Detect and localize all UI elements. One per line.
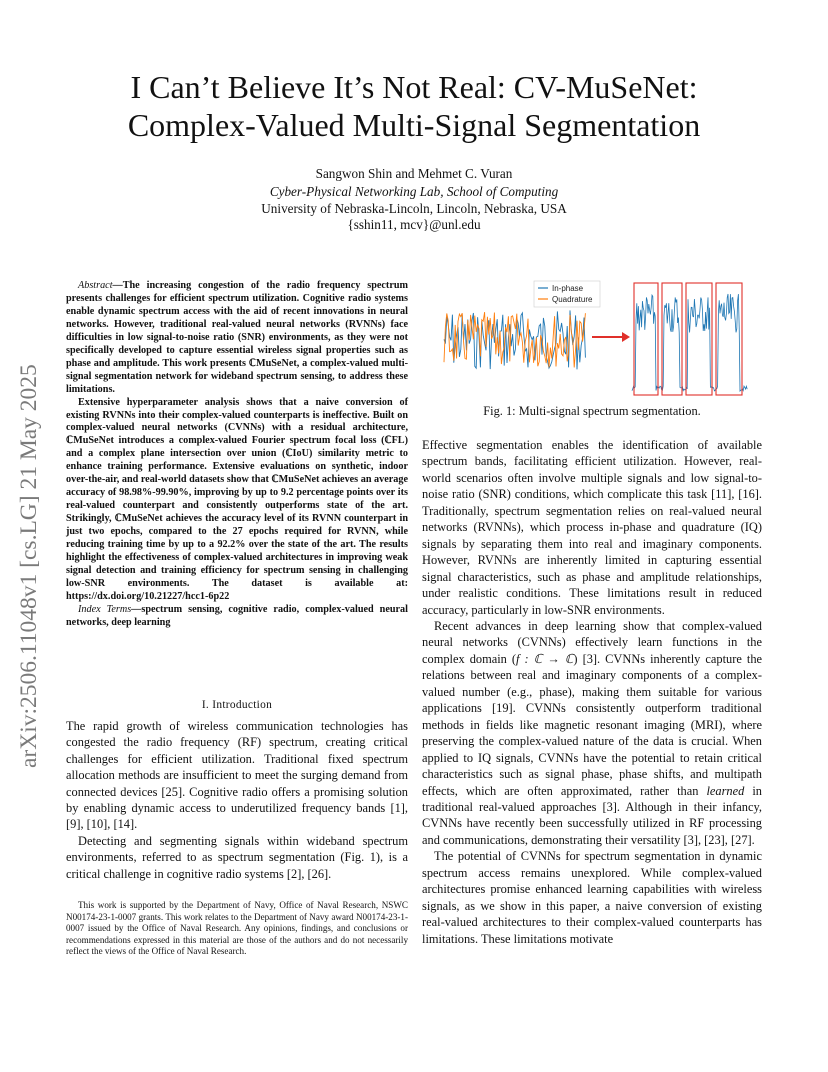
legend-quadrature-label: Quadrature bbox=[552, 295, 593, 304]
footnote-text: This work is supported by the Department of Navy, Office of Naval Research, NSWC N00174-23-1-0007 grants. This work relates to the Department of Navy award N00174-23-1-0007 issued by the Office of Naval Research. Any opinions, findings, and conclusions or recommendations expressed in this material are those of the authors and do not necessarily reflect the views of the Office of Naval Research. bbox=[66, 900, 408, 957]
figure-1 bbox=[436, 280, 756, 400]
title-line-1: I Can’t Believe It’s Not Real: CV-MuSeNet: bbox=[130, 69, 698, 105]
index-terms-label: Index Terms bbox=[78, 603, 132, 615]
author-emails: {sshin11, mcv}@unl.edu bbox=[347, 217, 481, 232]
quadrature-waveform bbox=[444, 312, 585, 367]
right-paragraph-1: Effective segmentation enables the identification of available spectrum bands, facilitating efficient utilization. However, real-world scenarios often involve multiple signals and low signal-to-noise ratio (SNR) conditions, which complicate this task [11], [16]. Traditionally, spectrum segmentation relies on real-valued neural networks (RVNNs), which process in-phase and quadrature (IQ) signals by separating them into real and imaginary components. However, RVNNs are inherently limited in capturing essential signal characteristics, such as phase and amplitude relationships, under realistic conditions. These limitations result in reduced accuracy, particularly in low-SNR environments. bbox=[422, 438, 762, 617]
affiliation-university: University of Nebraska-Lincoln, Lincoln, Nebraska, USA bbox=[261, 201, 567, 216]
right-column-body bbox=[422, 437, 762, 947]
spectrum-trace bbox=[632, 294, 747, 391]
legend-inphase-label: In-phase bbox=[552, 284, 584, 293]
abstract-paragraph-1: —The increasing congestion of the radio frequency spectrum presents challenges for efficient spectrum utilization. Cognitive radio systems enable dynamic spectrum access with the aid of recent innovations in neural networks. However, traditional real-valued neural networks (RVNNs) face difficulties in low signal-to-noise ratio (SNR) environments, as they were not specifically developed to capture essential wireless signal properties such as phase and amplitude. This work presents ℂMuSeNet, a complex-valued multi-signal segmentation network for wideband spectrum sensing, to address these limitations. bbox=[66, 280, 408, 395]
abstract-paragraph-2: Extensive hyperparameter analysis shows that a naive conversion of existing RVNNs into their complex-valued counterparts is ineffective. Built on complex-valued neural networks (CVNNs) with a residual architecture, ℂMuSeNet introduces a complex-valued Fourier spectrum focal loss (ℂFL) and a complex plane intersection over union (ℂIoU) similarity metric to enhance training performance. Extensive evaluations on synthetic, indoor over-the-air, and real-world datasets show that ℂMuSeNet achieves an average accuracy of 98.98%-99.90%, improving by up to 9.2 percentage points over its real-valued counterpart and consistently outperforms state of the art. Strikingly, ℂMuSeNet achieves the accuracy level of its RVNN counterpart in just two epochs, compared to the 27 epochs required for RVNN, while reducing training time by up to a 92.2% over the state of the art. The results highlight the effectiveness of complex-valued architectures in improving weak signal detection and training efficiency for spectrum sensing in challenging low-SNR environments. The dataset is available at: https://dx.doi.org/10.21227/hcc1-6p22 bbox=[66, 396, 408, 602]
figure-caption: Fig. 1: Multi-signal spectrum segmentation. bbox=[483, 404, 701, 418]
paper-title bbox=[0, 68, 828, 144]
affiliation-lab: Cyber-Physical Networking Lab, School of Computing bbox=[269, 184, 559, 199]
section-heading-introduction: I. Introduction bbox=[201, 699, 273, 711]
index-terms: —spectrum sensing, cognitive radio, complex-valued neural networks, deep learning bbox=[66, 603, 408, 628]
intro-paragraph-1: The rapid growth of wireless communication technologies has congested the radio frequency (RF) spectrum, creating critical challenges for efficient utilization. Traditional fixed spectrum allocation methods are insufficient to meet the surging demand from connected devices [25]. Cognitive radio offers a promising solution by enabling dynamic access to underutilized frequency bands [1], [9], [10], [14]. bbox=[66, 719, 408, 832]
title-line-2: Complex-Valued Multi-Signal Segmentation bbox=[127, 107, 701, 143]
intro-paragraph-2: Detecting and segmenting signals within wideband spectrum environments, referred to as spectrum segmentation (Fig. 1), is a critical challenge in cognitive radio systems [2], [26]. bbox=[66, 833, 408, 881]
author-names: Sangwon Shin and Mehmet C. Vuran bbox=[315, 166, 513, 181]
right-paragraph-3: The potential of CVNNs for spectrum segmentation in dynamic spectrum access remains unexplored. While complex-valued architectures promise enhanced learning capabilities with wireless signals, as we show in this paper, a naive conversion of existing real-valued architectures to their complex-valued counterparts has limitations. These limitations motivate bbox=[422, 849, 762, 946]
abstract-label: Abstract bbox=[78, 280, 113, 291]
abstract bbox=[66, 280, 408, 630]
introduction-body bbox=[66, 718, 408, 882]
arrow-head bbox=[622, 332, 630, 342]
emphasis-learned: learned bbox=[706, 783, 745, 798]
math-function: f : ℂ → ℂ bbox=[516, 651, 574, 666]
arxiv-stamp bbox=[6, 290, 46, 770]
right-paragraph-2: Recent advances in deep learning show that complex-valued neural networks (CVNNs) effectively learn functions in the complex domain (f : ℂ → ℂ) [3]. CVNNs inherently capture the relations between real and imaginary components of a complex-valued number (e.g., phase), making them suitable for various applications [19]. CVNNs consistently outperform traditional methods in fields like magnetic resonant imaging (MRI), where preserving the complex-valued nature of the data is crucial. When applied to IQ signals, CVNNs have the potential to retain critical characteristics such as signal phase, phase shifts, and multipath effects, which are often approximated, rather than learned in traditional real-valued approaches [3]. Although in their infancy, CVNNs have recently been successfully utilized in RF processing and communications, demonstrating their versatility [3], [23], [27]. bbox=[422, 618, 763, 847]
arxiv-stamp-text: arXiv:2506.11048v1 [cs.LG] 21 May 2025 bbox=[16, 364, 42, 768]
funding-footnote bbox=[66, 900, 408, 958]
